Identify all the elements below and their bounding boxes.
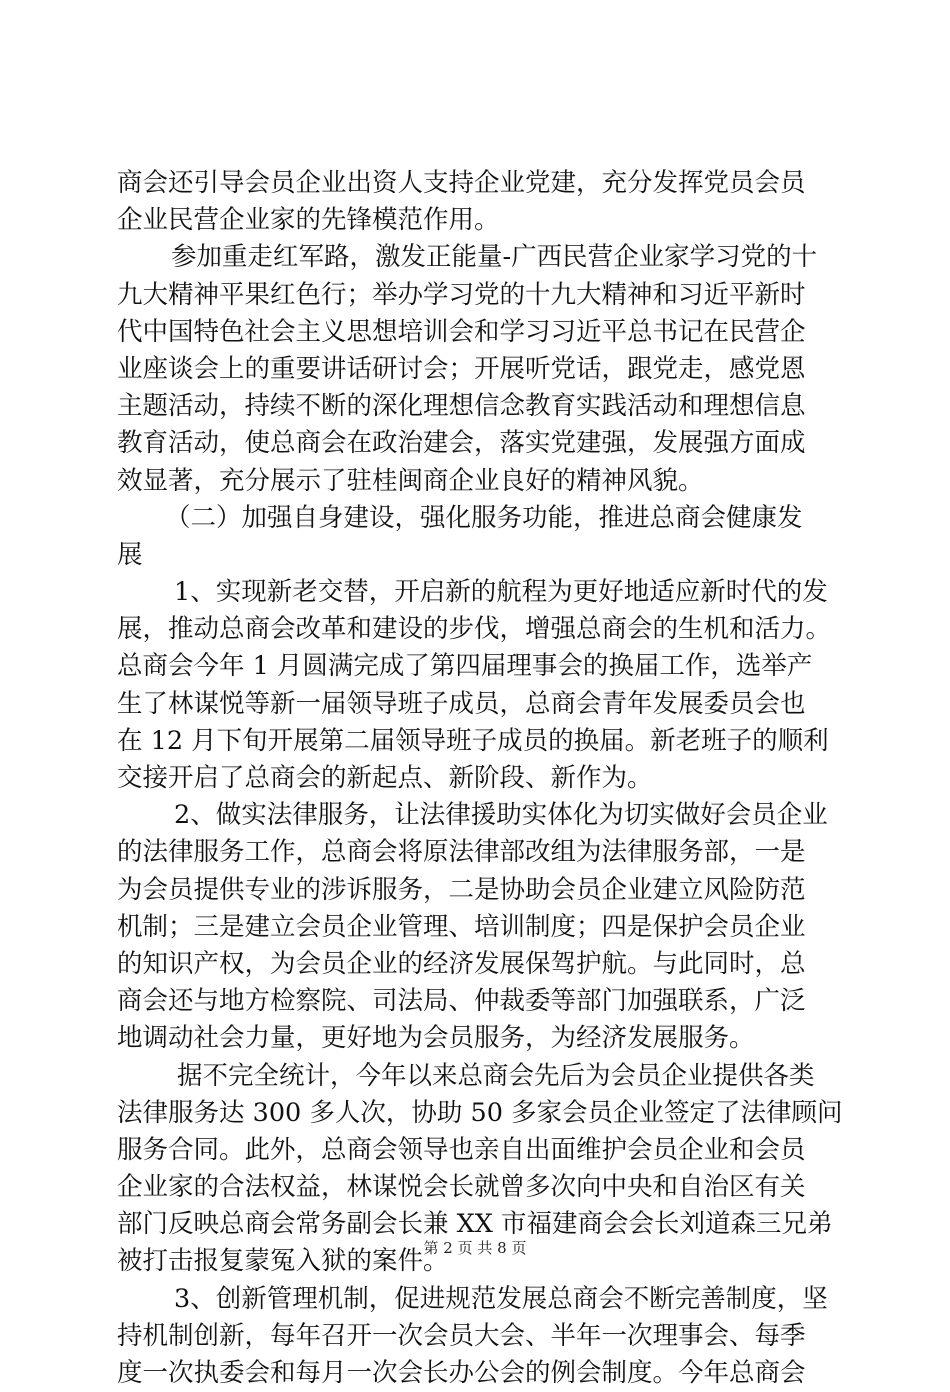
text-line: 服务合同。此外，总商会领导也亲自出面维护会员企业和会员 — [117, 1134, 806, 1165]
text-line: 3、创新管理机制，促进规范发展总商会不断完善制度，坚 — [174, 1283, 828, 1314]
text-line: 主题活动，持续不断的深化理想信念教育实践活动和理想信息 — [117, 391, 806, 422]
text-line: 1、实现新老交替，开启新的航程为更好地适应新时代的发 — [174, 577, 828, 608]
page-footer: 第 2 页 共 8 页 — [423, 1239, 527, 1257]
text-line: 被打击报复蒙冤入狱的案件。 — [117, 1246, 449, 1277]
text-line: 2、做实法律服务，让法律援助实体化为切实做好会员企业 — [174, 800, 828, 831]
text-line: 的法律服务工作，总商会将原法律部改组为法律服务部，一是 — [117, 837, 806, 868]
text-line: 地调动社会力量，更好地为会员服务，为经济发展服务。 — [117, 1023, 755, 1054]
text-line: 交接开启了总商会的新起点、新阶段、新作为。 — [117, 763, 653, 793]
text-line: 机制；三是建立会员企业管理、培训制度；四是保护会员企业 — [117, 911, 806, 942]
text-line: 生了林谋悦等新一届领导班子成员，总商会青年发展委员会也 — [117, 688, 806, 719]
text-line: 企业民营企业家的先锋模范作用。 — [117, 205, 500, 236]
text-line: 展，推动总商会改革和建设的步伐，增强总商会的生机和活力。 — [117, 614, 832, 645]
text-line: 业座谈会上的重要讲话研讨会；开展听党话，跟党走，感党恩 — [117, 353, 806, 384]
text-line: 商会还引导会员企业出资人支持企业党建，充分发挥党员会员 — [117, 168, 806, 198]
text-line: 效显著，充分展示了驻桂闽商企业良好的精神风貌。 — [117, 465, 704, 496]
text-line: 的知识产权，为会员企业的经济发展保驾护航。与此同时，总 — [117, 948, 806, 979]
text-line: 九大精神平果红色行；举办学习党的十九大精神和习近平新时 — [117, 279, 806, 310]
text-line: 代中国特色社会主义思想培训会和学习习近平总书记在民营企 — [117, 316, 806, 347]
document-body — [117, 165, 843, 1392]
text-line: 商会还与地方检察院、司法局、仲裁委等部门加强联系，广泛 — [117, 986, 806, 1017]
text-line: 总商会今年 1 月圆满完成了第四届理事会的换届工作，选举产 — [117, 651, 813, 682]
text-line: 展 — [117, 539, 143, 570]
text-line: 部门反映总商会常务副会长兼 XX 市福建商会会长刘道森三兄弟 — [117, 1209, 833, 1240]
text-line: 法律服务达 300 多人次，协助 50 多家会员企业签定了法律顾问 — [117, 1097, 843, 1128]
text-line: 度一次执委会和每月一次会长办公会的例会制度。今年总商会 — [117, 1358, 806, 1388]
text-line: 据不完全统计，今年以来总商会先后为会员企业提供各类 — [177, 1060, 815, 1091]
text-line: （二）加强自身建设，强化服务功能，推进总商会健康发 — [165, 502, 803, 533]
text-line: 企业家的合法权益，林谋悦会长就曾多次向中央和自治区有关 — [117, 1172, 806, 1203]
text-line: 参加重走红军路，激发正能量-广西民营企业家学习党的十 — [171, 242, 818, 273]
text-line: 教育活动，使总商会在政治建会，落实党建强，发展强方面成 — [117, 428, 806, 459]
text-line: 为会员提供专业的涉诉服务，二是协助会员企业建立风险防范 — [117, 874, 806, 905]
text-line: 持机制创新，每年召开一次会员大会、半年一次理事会、每季 — [117, 1320, 806, 1351]
text-line: 在 12 月下旬开展第二届领导班子成员的换届。新老班子的顺利 — [117, 725, 829, 756]
